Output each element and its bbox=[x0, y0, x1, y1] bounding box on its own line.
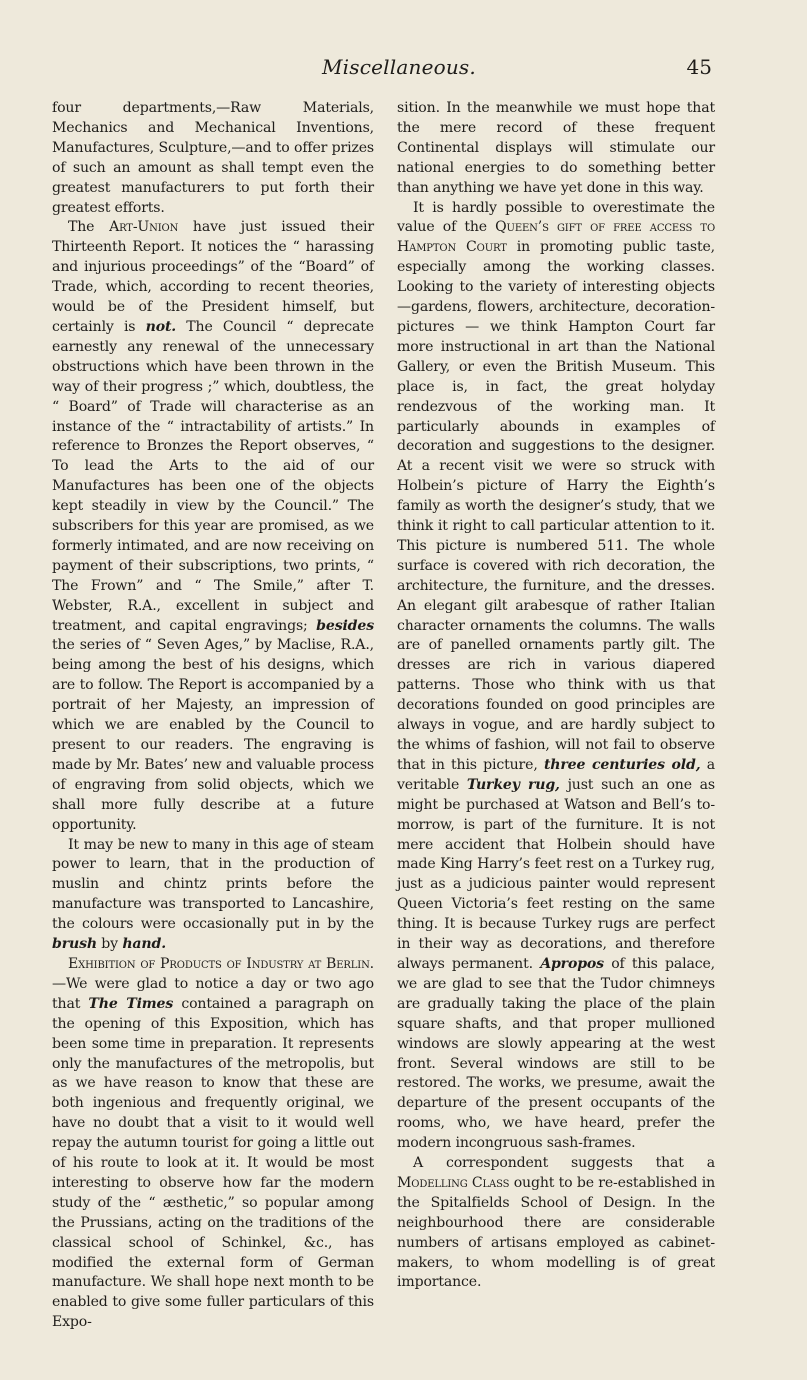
emphasis-turkey-rug: Turkey rug, bbox=[466, 776, 560, 793]
emphasis-three-centuries: three centuries old, bbox=[543, 756, 701, 773]
paragraph-exposition-cont: sition. In the meanwhile we must hope that the mere record of these frequent Continental displays will stimulate our national energies to do something better than anything we have yet done in this way. bbox=[397, 100, 715, 196]
modelling-class-heading: Modelling Class bbox=[397, 1174, 510, 1191]
text-span: —We were glad to notice a day or two ago that bbox=[52, 975, 374, 1012]
text-span: It is hardly possible to overestimate the value of the bbox=[397, 199, 715, 236]
text-span: of this palace, we are glad to see that the Tudor chimneys are gradually taking the place of the plain square shafts, and that proper mullioned windows are slowly appearing at the west front. Several windows are still to be restored. The works, we presume, await the departure of the present occupants of the rooms, who, we have heard, prefer the modern incongruous sash-frames. bbox=[397, 955, 715, 1152]
text-span: The Council “ deprecate earnestly any renewal of the unnecessary obstructions which have been thrown in the way of their progress ;” which, doubtless, the “ Board” of Trade will characterise as an instance of the “ intractability of artists.” In reference to Bronzes the Report observes, “ To lead the Arts to the aid of our Manufactures has been one of the objects kept steadily in view by the Council.” The subscribers for this year are promised, as we formerly intimated, and are now receiving on payment of their subscriptions, two prints, “ The Frown” and “ The Smile,” after T. Webster, R.A., excellent in subject and treatment, and capital engravings; bbox=[52, 318, 374, 634]
running-head bbox=[52, 55, 712, 85]
text-span: the series of “ Seven Ages,” by Maclise, R.A., being among the best of his designs, which are to follow. The Report is accompanied by a portrait of her Majesty, an impression of which we are enabled by the Council to present to our readers. The engraving is made by Mr. Bates’ new and valuable process of engraving from solid objects, which we shall more fully describe at a future opportunity. bbox=[52, 637, 374, 833]
right-column bbox=[397, 99, 715, 1293]
paragraph-departments: four departments,—Raw Materials, Mechanics and Mechanical Inventions, Manufactures, Sculpture,—and to offer prizes of such an amount as shall tempt even the greatest manufacturers to put forth their greatest efforts. bbox=[52, 100, 374, 216]
paragraph-art-union bbox=[52, 218, 374, 835]
text-span: ought to be re-established in the Spitalfields School of Design. In the neighbourhood there are considerable numbers of artisans employed as cabinet-makers, to whom modelling is of great importance. bbox=[397, 1174, 715, 1291]
text-span: in promoting public taste, especially among the working classes. Looking to the variety of interesting objects—gardens, flowers, architecture, decoration-pictures — we think Hampton Court far more instructional in art than the National Gallery, or even the British Museum. This place is, in fact, the great holyday rendezvous of the working man. It particularly abounds in examples of decoration and suggestions to the designer. At a recent visit we were so struck with Holbein’s picture of Harry the Eighth’s family as worth the designer’s study, that we think it right to call particular attention to it. This picture is numbered 511. The whole surface is covered with rich decoration, the architecture, the furniture, and the dresses. An elegant gilt arabesque of rather Italian character ornaments the columns. The walls are of panelled ornaments partly gilt. The dresses are rich in various diapered patterns. Those who think with us that decorations founded on good principles are always in vogue, and are hardly subject to the whims of fashion, will not fail to observe that in this picture, bbox=[397, 239, 716, 773]
text-span: A correspondent suggests that a bbox=[413, 1155, 715, 1172]
emphasis-the-times: The Times bbox=[88, 995, 174, 1012]
hampton-court-heading: Queen’s gift of free access to Hampton Court bbox=[397, 219, 715, 256]
text-span: a veritable bbox=[397, 756, 715, 793]
berlin-exhibition-heading: Exhibition of Products of Industry at Berlin. bbox=[68, 955, 374, 972]
left-column bbox=[52, 99, 374, 1333]
running-title: Miscellaneous. bbox=[322, 55, 476, 79]
text-span: contained a paragraph on the opening of this Exposition, which has been some time in preparation. It represents only the manufactures of the metropolis, but as we have reason to know that these are both ingenious and frequently original, we have no doubt that a visit to it would well repay the autumn tourist for going a little out of his route to look at it. It would be most interesting to observe how far the modern study of the “ æsthetic,” so popular among the Prussians, acting on the traditions of the classical school of Schinkel, &c., has modified the external form of German manufacture. We shall hope next month to be enabled to give some fuller particulars of this Expo- bbox=[52, 995, 374, 1331]
emphasis-hand: hand. bbox=[122, 936, 166, 953]
art-union-heading: Art-Union bbox=[109, 219, 179, 236]
page-number: 45 bbox=[686, 55, 712, 79]
emphasis-not: not. bbox=[145, 318, 177, 335]
paragraph-berlin-exhibition bbox=[52, 955, 374, 1333]
emphasis-besides: besides bbox=[316, 617, 374, 634]
text-span: The bbox=[68, 219, 110, 236]
text-span: by bbox=[96, 936, 123, 953]
paragraph-hampton-court bbox=[397, 199, 715, 1155]
text-span: just such an one as might be purchased at Watson and Bell’s to-morrow, is part of the furniture. It is not mere accident that Holbein should have made King Harry’s feet rest on a Turkey rug, just as a judicious painter would represent Queen Victoria’s feet resting on the same thing. It is because Turkey rugs are perfect in their way as decorations, and therefore always permanent. bbox=[397, 776, 715, 972]
emphasis-brush: brush bbox=[52, 936, 97, 953]
emphasis-apropos: Apropos bbox=[540, 955, 604, 972]
paragraph-muslin-prints bbox=[52, 836, 374, 955]
text-span: have just issued their Thirteenth Report. It notices the “ harassing and injurious proceedings” of the “Board” of Trade, which, according to recent theories, would be of the President himself, but certainly is bbox=[52, 219, 374, 335]
text-span: It may be new to many in this age of steam power to learn, that in the production of muslin and chintz prints before the manufacture was transported to Lancashire, the colours were occasionally put in by the bbox=[52, 836, 374, 933]
paragraph-modelling-class bbox=[397, 1154, 715, 1293]
